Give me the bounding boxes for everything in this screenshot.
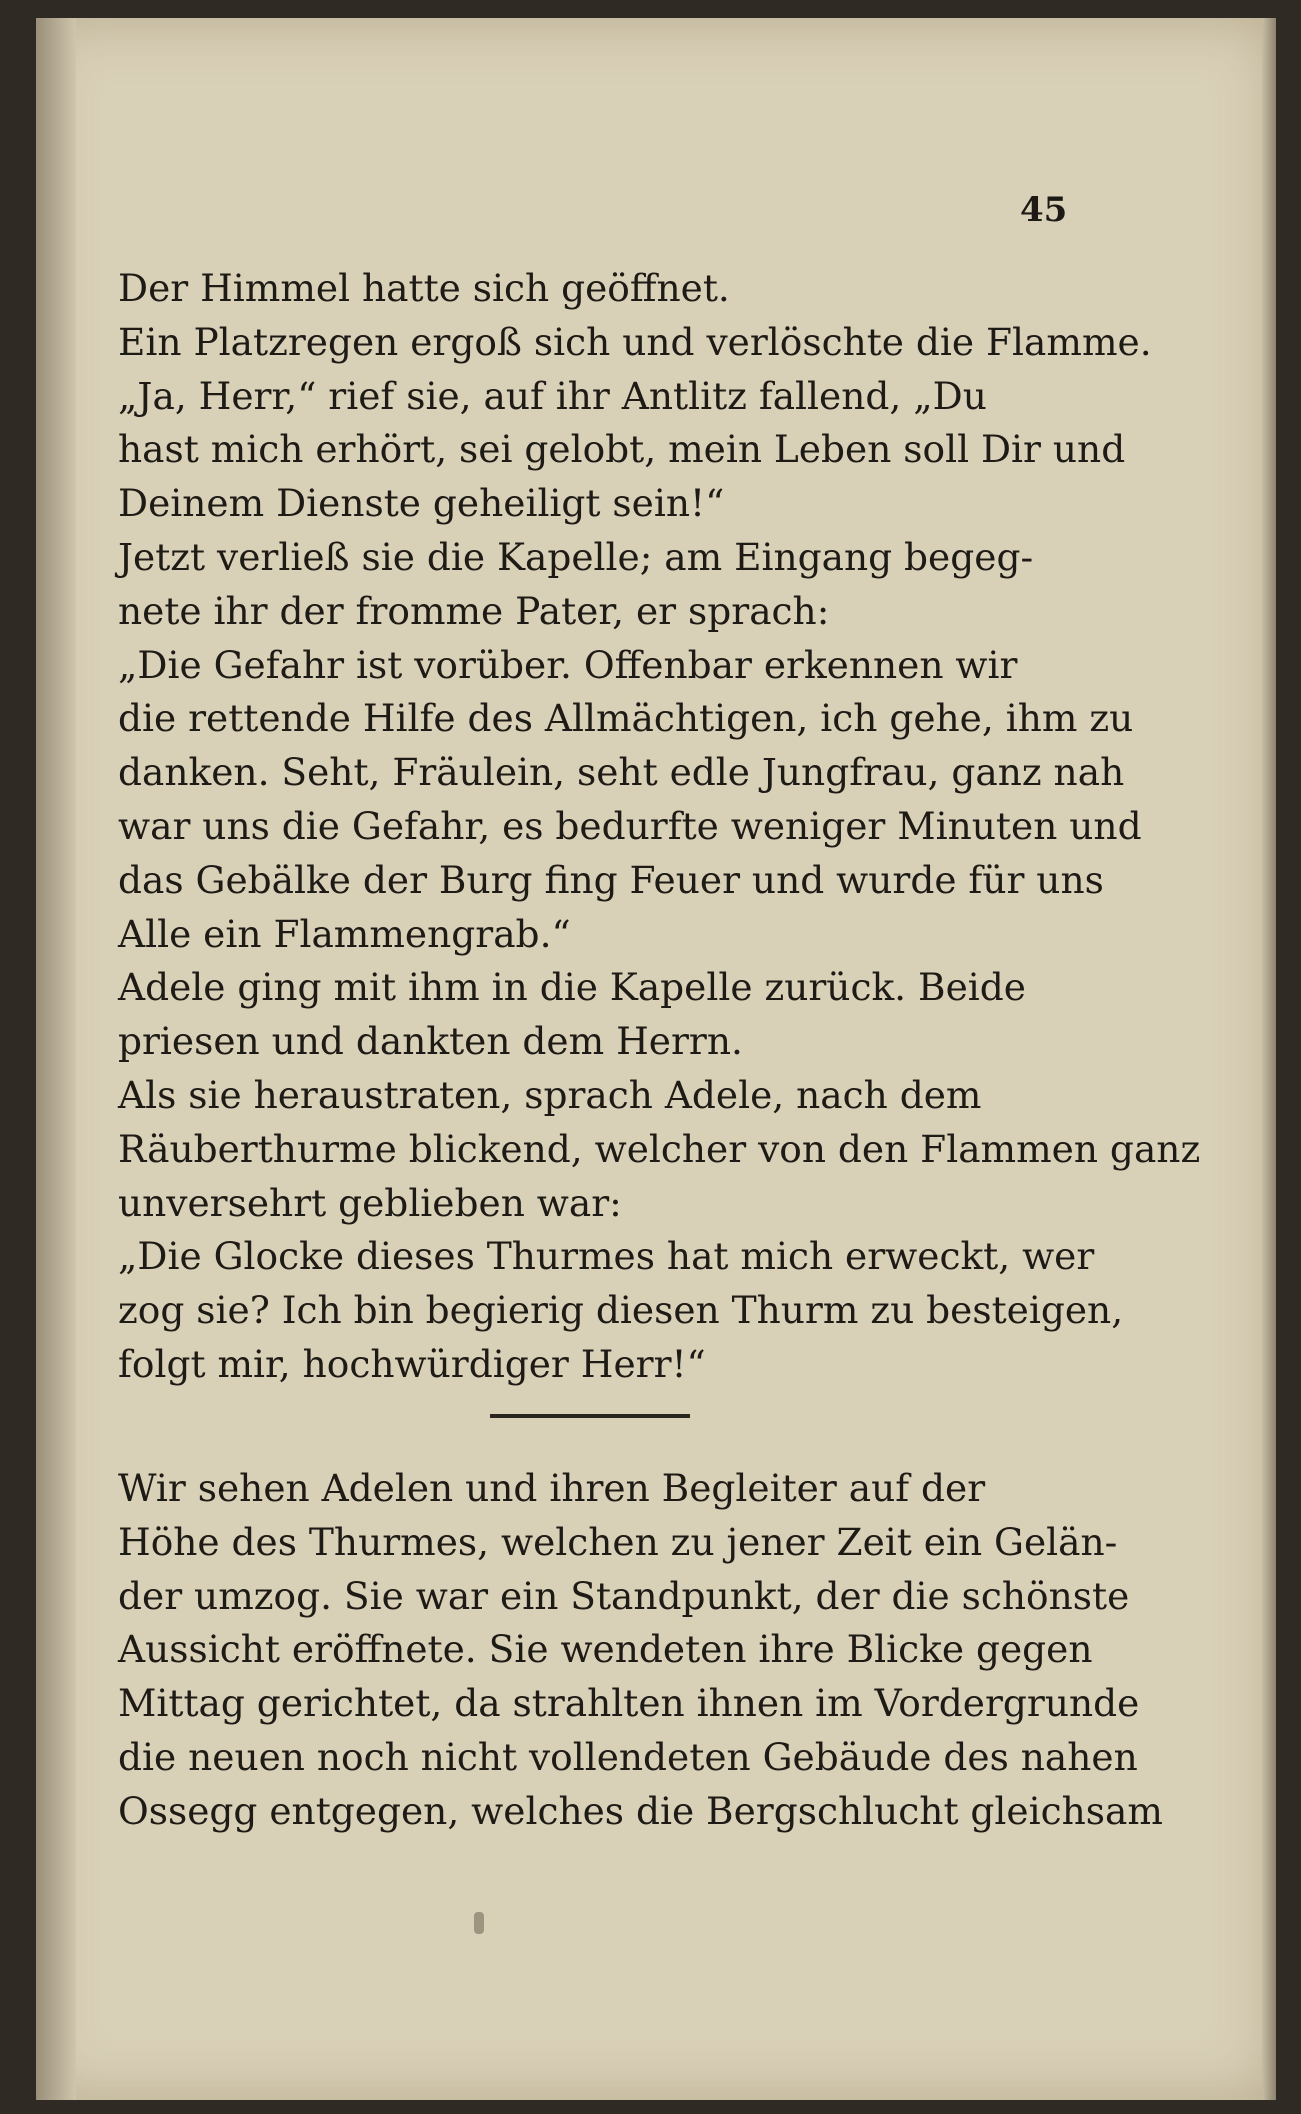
text-line: Ein Platzregen ergoß sich und verlöschte die Flamme. xyxy=(118,319,1152,364)
text-block-top xyxy=(118,262,1201,1392)
text-line: danken. Seht, Fräulein, seht edle Jungfrau, ganz nah xyxy=(118,750,1125,795)
text-line: Als sie heraustraten, sprach Adele, nach dem xyxy=(118,1072,982,1117)
page-gutter xyxy=(36,18,76,2100)
text-line: folgt mir, hochwürdiger Herr!“ xyxy=(118,1341,706,1386)
text-line: die rettende Hilfe des Allmächtigen, ich gehe, ihm zu xyxy=(118,696,1134,741)
text-line: zog sie? Ich bin begierig diesen Thurm zu besteigen, xyxy=(118,1288,1124,1333)
text-line: Mittag gerichtet, da strahlten ihnen im Vordergrunde xyxy=(118,1681,1140,1726)
text-line: Wir sehen Adelen und ihren Begleiter auf der xyxy=(118,1466,986,1510)
text-block-bottom xyxy=(118,1462,1163,1839)
text-line: der umzog. Sie war ein Standpunkt, der die schönste xyxy=(118,1573,1130,1618)
text-line: Aussicht eröffnete. Sie wendeten ihre Blicke gegen xyxy=(118,1627,1093,1672)
text-line: die neuen noch nicht vollendeten Gebäude des nahen xyxy=(118,1734,1138,1779)
text-line: Alle ein Flammengrab.“ xyxy=(118,911,571,956)
text-line: Adele ging mit ihm in die Kapelle zurück. Beide xyxy=(118,965,1026,1010)
text-line: unversehrt geblieben war: xyxy=(118,1180,622,1225)
text-line: „Die Gefahr ist vorüber. Offenbar erkennen wir xyxy=(118,642,1018,687)
text-line: nete ihr der fromme Pater, er sprach: xyxy=(118,588,830,633)
text-line: Der Himmel hatte sich geöffnet. xyxy=(118,266,730,310)
text-line: Ossegg entgegen, welches die Bergschlucht gleichsam xyxy=(118,1788,1163,1833)
page-number: 45 xyxy=(1020,190,1068,230)
text-line: Deinem Dienste geheiligt sein!“ xyxy=(118,481,725,526)
text-line: priesen und dankten dem Herrn. xyxy=(118,1019,743,1064)
text-line: „Die Glocke dieses Thurmes hat mich erweckt, wer xyxy=(118,1234,1095,1279)
text-line: „Ja, Herr,“ rief sie, auf ihr Antlitz fallend, „Du xyxy=(118,373,987,418)
text-line: hast mich erhört, sei gelobt, mein Leben soll Dir und xyxy=(118,427,1126,472)
section-separator xyxy=(490,1414,690,1418)
paper-stain xyxy=(474,1912,484,1934)
page-edge xyxy=(1262,18,1276,2100)
text-line: Höhe des Thurmes, welchen zu jener Zeit ein Gelän- xyxy=(118,1519,1118,1564)
text-line: Jetzt verließ sie die Kapelle; am Eingang begeg- xyxy=(118,534,1034,579)
text-line: das Gebälke der Burg fing Feuer und wurde für uns xyxy=(118,857,1104,902)
text-line: war uns die Gefahr, es bedurfte weniger Minuten und xyxy=(118,803,1142,848)
text-line: Räuberthurme blickend, welcher von den Flammen ganz xyxy=(118,1126,1201,1171)
